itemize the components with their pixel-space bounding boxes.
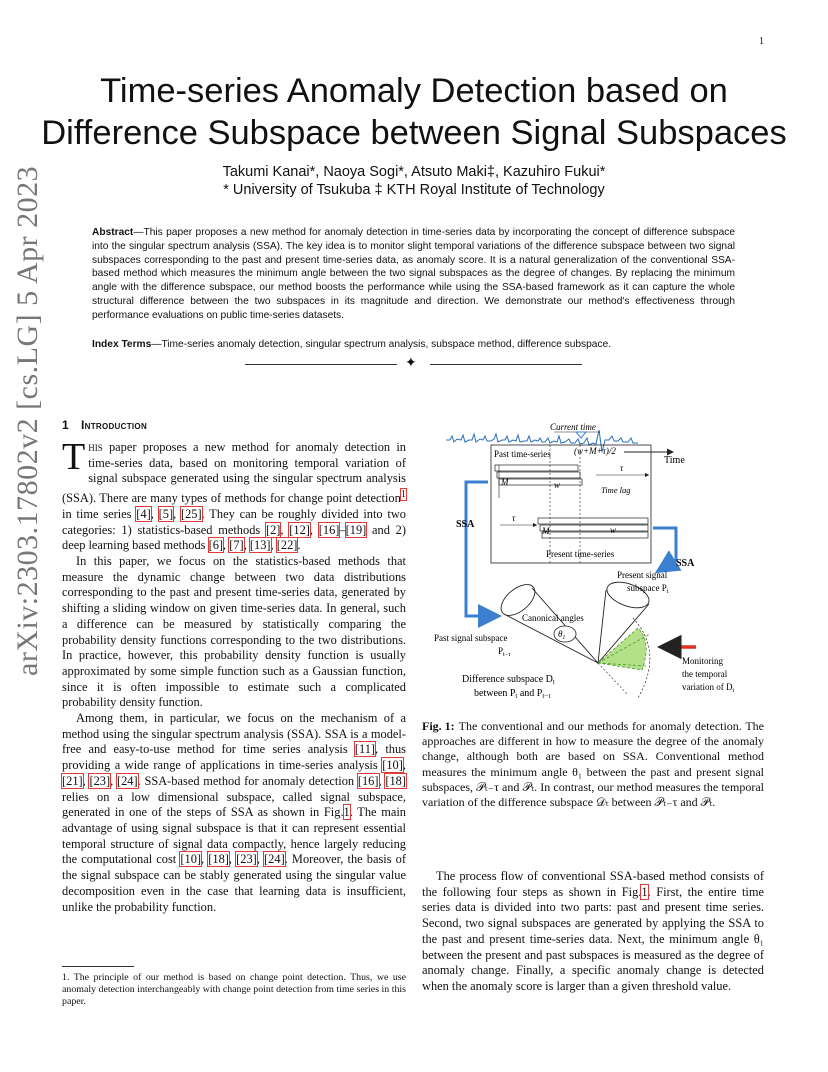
past-w-label: w xyxy=(554,480,561,490)
present-subspace-label-1: Present signal xyxy=(617,570,668,580)
time-lag-label: Time lag xyxy=(601,485,631,495)
abstract xyxy=(92,226,735,323)
citation-link[interactable]: [23] xyxy=(236,852,257,867)
citation-link[interactable]: [5] xyxy=(158,506,174,521)
arxiv-stamp: arXiv:2303.17802v2 [cs.LG] 5 Apr 2023 xyxy=(11,165,44,676)
past-subspace-label-2: $P_{t-\tau}$ xyxy=(498,646,511,658)
tau-label-top: τ xyxy=(620,463,624,473)
figure-1-caption xyxy=(422,719,764,810)
ssa-arrow-past xyxy=(466,482,496,616)
paper-title xyxy=(40,70,788,154)
text-run: . They can be roughly divided into two categories: 1) statistics-based methods xyxy=(62,506,407,537)
footnote: 1. The principle of our method is based on change point detection. Thus, we use anomaly detection interchangeably with change point detection from time series in this paper. xyxy=(62,972,406,1007)
citation-link[interactable]: [21] xyxy=(62,773,83,788)
text-run: in time series xyxy=(62,506,137,521)
drop-cap: T xyxy=(62,436,86,478)
separator-left xyxy=(245,364,397,365)
current-time-label: Current time xyxy=(550,422,596,432)
citation-link[interactable]: [18] xyxy=(208,852,229,867)
abstract-label: Abstract xyxy=(92,227,134,238)
intro-paragraph-1: This paper proposes a new method for anomaly detection in time-series data, based on monitoring temporal variation of signal subspace generated using the singular spectrum analysis (SSA). There are many types of methods for change point detection$^1$ in time series [4], [5], [25]. They can be roughly divided into two categories: 1) statistics-based methods [2], [12], [16]–[19] and 2) deep learning based methods [6], [7], [13], [22]. xyxy=(62,436,407,553)
citation-link[interactable]: [7] xyxy=(229,538,244,553)
page-number: 1 xyxy=(759,36,764,47)
text-run: relies on a low dimensional subspace, called signal subspace, generated in one of the steps of SSA as shown in Fig. xyxy=(62,789,406,820)
text-run: and 2) deep learning based methods xyxy=(62,522,406,553)
ssa-label-right: SSA xyxy=(676,558,695,569)
section-heading xyxy=(62,418,147,432)
text-run: The process flow of conventional SSA-based method consists of the following four steps as shown in Fig. xyxy=(422,869,764,899)
difference-subspace-label-1: Difference subspace $D_t$ xyxy=(462,674,555,686)
figure-link[interactable]: 1 xyxy=(641,884,648,899)
current-time-marker xyxy=(576,432,586,438)
figure-link[interactable]: 1 xyxy=(343,805,350,820)
present-subspace-label-2: subspace $P_t$ xyxy=(627,583,669,595)
right-column xyxy=(422,869,764,995)
text-run: – xyxy=(339,522,346,537)
index-terms xyxy=(92,338,735,352)
citation-link[interactable]: [16] xyxy=(357,773,379,788)
title-line-1: Time-series Anomaly Detection based on xyxy=(100,72,728,110)
figure-1-diagram xyxy=(428,420,735,715)
author-list: Takumi Kanai*, Naoya Sogi*, Atsuto Maki‡, Kazuhiro Fukui* xyxy=(222,164,606,180)
monitor-label-2: the temporal xyxy=(682,669,728,679)
present-M-label: M xyxy=(542,526,550,536)
text-run: , thus providing a wide range of applications in time-series analysis xyxy=(62,742,406,773)
citation-link[interactable]: [12] xyxy=(289,522,310,537)
present-window-3 xyxy=(542,532,648,538)
time-label: Time xyxy=(664,455,685,466)
monitor-label-3: variation of $D_t$ xyxy=(682,682,735,694)
text-run: paper proposes a new method for anomaly detection in time-series data, based on monitoring temporal variation of signal subspace generated using the singular spectrum analysis (SSA). There are many types of methods for change point detection xyxy=(62,440,406,506)
citation-link[interactable]: [4] xyxy=(136,506,151,521)
past-subspace-label-1: Past signal subspace xyxy=(434,633,508,643)
separator-right xyxy=(430,364,582,365)
past-window-2 xyxy=(497,472,580,478)
citation-link[interactable]: [22] xyxy=(276,538,298,553)
separator-mark: ✦ xyxy=(405,356,417,371)
text-run: . xyxy=(297,538,301,553)
past-subspace-cone-sides xyxy=(504,588,598,663)
past-M-label: M xyxy=(501,477,509,487)
past-window-3 xyxy=(499,479,582,485)
window-frame xyxy=(491,445,651,563)
difference-subspace-label-2: between $P_t$ and $P_{t-\tau}$ xyxy=(474,688,552,700)
ssa-arrow-present xyxy=(653,528,676,570)
index-terms-text: —Time-series anomaly detection, singular spectrum analysis, subspace method, difference subspace. xyxy=(151,339,612,350)
abstract-text: —This paper proposes a new method for anomaly detection in time-series data by incorporating the concept of difference subspace into the singular spectrum analysis (SSA). The key idea is to monitor slight temporal variations of the difference subspace between two signal subspaces corresponding to the past and present time-series data, as anomaly score. It is a natural generalization of the conventional SSA-based method which measures the minimum angle between the two signal subspaces as the degree of changes. By replacing the minimum angle with the difference subspace, our method boosts the performance while using the SSA-based framework as it can capture the whole structural difference between the two subspaces in its magnitude and direction. We demonstrate our method's effectiveness through performance evaluations on public time-series datasets. xyxy=(92,227,735,321)
caption-text: The conventional and our methods for anomaly detection. The approaches are different in how to measure the degree of the anomaly change, although both are based on SSA. Conventional method measures the minimum angle θ₁ between the past and present signal subspaces, 𝒫ₜ₋τ and 𝒫ₜ. In contrast, our method measures the temporal variation of the difference subspace 𝒟ₜ between 𝒫ₜ₋τ and 𝒫ₜ. xyxy=(422,719,764,810)
caption-label: Fig. 1: xyxy=(422,719,455,733)
citation-link[interactable]: [16] xyxy=(318,522,340,537)
text-run: . The main advantage of using signal subspace is that it can represent essential temporal structure of signal data compactly, hence largely reducing the computational cost xyxy=(62,805,406,867)
text-run: . SSA-based method for anomaly detection xyxy=(137,773,358,788)
citation-link[interactable]: [18] xyxy=(385,773,406,788)
section-title: Introduction xyxy=(80,418,148,432)
tau-label-mid: τ xyxy=(512,513,516,523)
citation-link[interactable]: [10] xyxy=(180,852,202,867)
present-window-2 xyxy=(540,525,648,531)
citation-link[interactable]: [24] xyxy=(264,852,285,867)
text-run: . First, the entire time series data is divided into two parts: past and present time series. Second, two signal subspaces are generated by applying the SSA to the past and present time-series data. Next, the minimum angle θ₁ between the present and past subspaces is measured as the degree of anomaly change. Finally, a specific anomaly change is detected when the anomaly score is larger than a given threshold value. xyxy=(422,884,764,993)
difference-subspace-ray-3 xyxy=(598,663,628,695)
title-line-2: Difference Subspace between Signal Subspaces xyxy=(41,114,787,152)
citation-link[interactable]: [13] xyxy=(249,538,271,553)
citation-link[interactable]: [11] xyxy=(354,742,376,757)
citation-link[interactable]: [19] xyxy=(345,522,367,537)
text-run: Among them, in particular, we focus on the mechanism of a method using the singular spectrum analysis (SSA). SSA is a model-free and easy-to-use method for time series analysis xyxy=(62,711,406,757)
window-size-label: (w+M+τ)/2 xyxy=(574,446,616,456)
intro-paragraph-2: In this paper, we focus on the statistics-based methods that measure the dynamic change between two data distributions corresponding to the past and present time-series data, generated by shifting a sliding window on given time-series data. In general, such a difference can be measured by statistically comparing the probability density functions corresponding to the two distributions. In practice, however, this probability density function is usually approximated by some simple function such as a Gaussian function, since it is often impossible to estimate such a complicated probability density function. xyxy=(62,554,406,710)
footnote-rule xyxy=(62,966,134,967)
left-column xyxy=(62,436,407,915)
text-run: . Moreover, the basis of the signal subspace can be stably generated using the singular value decomposition even in the case that learning data is insufficient, unlike the probability function. xyxy=(62,852,407,914)
intro-paragraph-3: Among them, in particular, we focus on the mechanism of a method using the singular spectrum analysis (SSA). SSA is a model-free and easy-to-use method for time series analysis [11], thus providing a wide range of applications in time-series analysis [10], [21], [23], [24]. SSA-based method for anomaly detection [16], [18] relies on a low dimensional subspace, called signal subspace, generated in one of the steps of SSA as shown in Fig.1. The main advantage of using signal subspace is that it can represent essential temporal structure of signal data compactly, hence largely reducing the computational cost [10], [18], [23], [24]. Moreover, the basis of the signal subspace can be stably generated using the singular value decomposition even in the case that learning data is insufficient, unlike the probability function. xyxy=(62,711,407,914)
citation-link[interactable]: [23] xyxy=(89,773,111,788)
present-window-1 xyxy=(538,518,648,524)
footnote-link[interactable]: 1 xyxy=(400,489,406,501)
past-window-1 xyxy=(495,465,578,471)
present-w-label: w xyxy=(610,525,617,535)
affiliations: * University of Tsukuba ‡ KTH Royal Institute of Technology xyxy=(223,182,605,198)
citation-link[interactable]: [2] xyxy=(265,522,281,537)
section-number: 1 xyxy=(62,418,69,432)
theta-label: $\theta_1$ xyxy=(558,629,566,641)
canonical-angles-label: Canonical angles xyxy=(522,613,584,623)
ssa-label-left: SSA xyxy=(456,519,475,530)
citation-link[interactable]: [10] xyxy=(382,758,403,773)
citation-link[interactable]: [6] xyxy=(208,538,224,553)
citation-link[interactable]: [24] xyxy=(116,773,138,788)
right-paragraph-1 xyxy=(422,869,764,995)
smallcaps-lead: his xyxy=(88,440,103,454)
index-terms-label: Index Terms xyxy=(92,339,152,350)
citation-link[interactable]: [25] xyxy=(180,506,202,521)
monitor-label-1: Monitoring xyxy=(682,656,724,666)
past-series-label: Past time-series xyxy=(494,449,551,459)
present-series-label: Present time-series xyxy=(546,549,615,559)
